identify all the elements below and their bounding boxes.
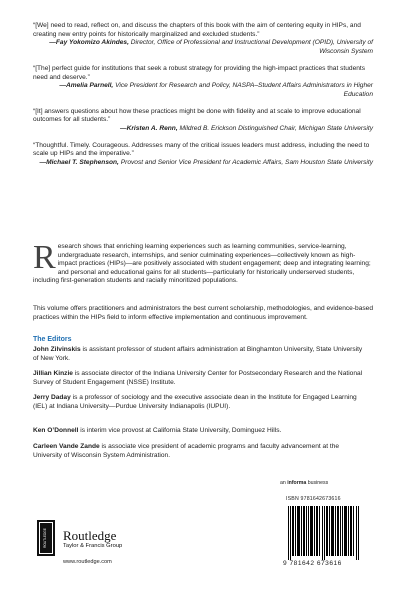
- quote-attribution: [33, 159, 373, 168]
- quote-attribution: [33, 39, 373, 56]
- quote-author-title: Mildred B. Erickson Distinguished Chair, Michigan State University: [179, 125, 373, 133]
- quote-attribution: [33, 125, 373, 134]
- editor-bio-text: is interim vice provost at California State University, Dominguez Hills.: [78, 427, 282, 434]
- quotes-section: [33, 22, 373, 176]
- quote-author: —Kristen A. Renn,: [120, 125, 178, 133]
- barcode-icon: [288, 506, 360, 560]
- editor-bio-text: is associate vice president of academic programs and faculty advancement at the University of Wisconsin System Administration.: [33, 443, 340, 459]
- editor-bio: [33, 427, 363, 436]
- editor-bio: [33, 370, 363, 387]
- intro-text: esearch shows that enriching learning experiences such as learning communities, service-learning, undergraduate research, internships, and senior culminating experiences—collectively known as high-impact practices (HIPs)—are positively associated with student engagement; deep and integrating learning; and personal and educational gains for all students—particularly for historically underserved students, including first-generation students and racially minoritized populations.: [33, 243, 371, 285]
- editor-bio: [33, 443, 363, 460]
- publisher-group: Taylor & Francis Group: [63, 543, 123, 549]
- drop-cap: R: [33, 239, 56, 276]
- quote-text: “[The] perfect guide for institutions that seek a robust strategy for providing the high-impact practices that students need and deserve.”: [33, 64, 366, 81]
- editor-bio-text: is a professor of sociology and the executive associate dean in the Institute for Engaged Learning (IEL) at Indiana University—Purdue University Indianapolis (IUPUI).: [33, 394, 357, 410]
- editor-bio: [33, 346, 363, 363]
- quote-text: “Thoughtful. Timely. Courageous. Addresses many of the critical issues leaders must address, including the need to scale up HIPs and the imperative.”: [33, 141, 370, 158]
- informa-prefix: an: [280, 480, 288, 486]
- quote-author-title: Provost and Senior Vice President for Academic Affairs, Sam Houston State University: [120, 159, 373, 167]
- isbn-digits: 9 781642 673616: [283, 560, 342, 567]
- quote-block: [33, 22, 373, 57]
- quote-text: “[We] need to read, reflect on, and discuss the chapters of this book with the aim of centering equity in HIPs, and creating new entry points for historically marginalized and excluded students.”: [33, 22, 361, 38]
- quote-text: “[It] answers questions about how these practices might be done with fidelity and at scale to improve educational outcomes for all students.”: [33, 107, 361, 124]
- quote-block: [33, 108, 373, 134]
- editors-heading: The Editors: [33, 336, 72, 343]
- editor-bio-text: is assistant professor of student affairs administration at Binghamton University, State University of New York.: [33, 346, 363, 362]
- quote-block: [33, 142, 373, 168]
- editor-name: Jillian Kinzie: [33, 370, 73, 377]
- publisher-website[interactable]: www.routledge.com: [63, 559, 112, 565]
- publisher-name: Routledge: [63, 528, 117, 543]
- editor-name: John Zilvinskis: [33, 346, 81, 353]
- editor-name: Carleen Vande Zande: [33, 443, 100, 450]
- intro-paragraph: [33, 239, 373, 286]
- description-paragraph: This volume offers practitioners and administrators the best current scholarship, methodologies, and evidence-based practices within the HIPs field to inform effective implementation and continuous improvement.: [33, 305, 374, 321]
- quote-author: —Amelia Parnell,: [59, 82, 114, 90]
- editor-bio: [33, 394, 363, 411]
- editor-bio-text: is associate director of the Indiana University Center for Postsecondary Research and the National Survey of Student Engagement (NSSE) Institute.: [33, 370, 363, 386]
- logo-side-text: ROUTLEDGE: [43, 528, 47, 548]
- routledge-logo-mark-icon: [37, 520, 55, 556]
- informa-suffix: business: [306, 480, 329, 486]
- quote-attribution: [33, 82, 373, 99]
- informa-brand: informa: [287, 480, 307, 486]
- editor-name: Jerry Daday: [33, 394, 71, 401]
- quote-block: [33, 65, 373, 100]
- quote-author: —Michael T. Stephenson,: [39, 159, 119, 167]
- quote-author: —Fay Yokomizo Akindes,: [49, 39, 129, 47]
- quote-author-title: Vice President for Research and Policy, NASPA–Student Affairs Administrators in Higher Education: [115, 82, 373, 98]
- editor-name: Ken O’Donnell: [33, 427, 79, 434]
- informa-business-mark: [280, 480, 328, 486]
- quote-author-title: Director, Office of Professional and Instructional Development (OPID), University of Wisconsin System: [130, 39, 373, 56]
- isbn-label: ISBN 9781642673616: [286, 496, 341, 502]
